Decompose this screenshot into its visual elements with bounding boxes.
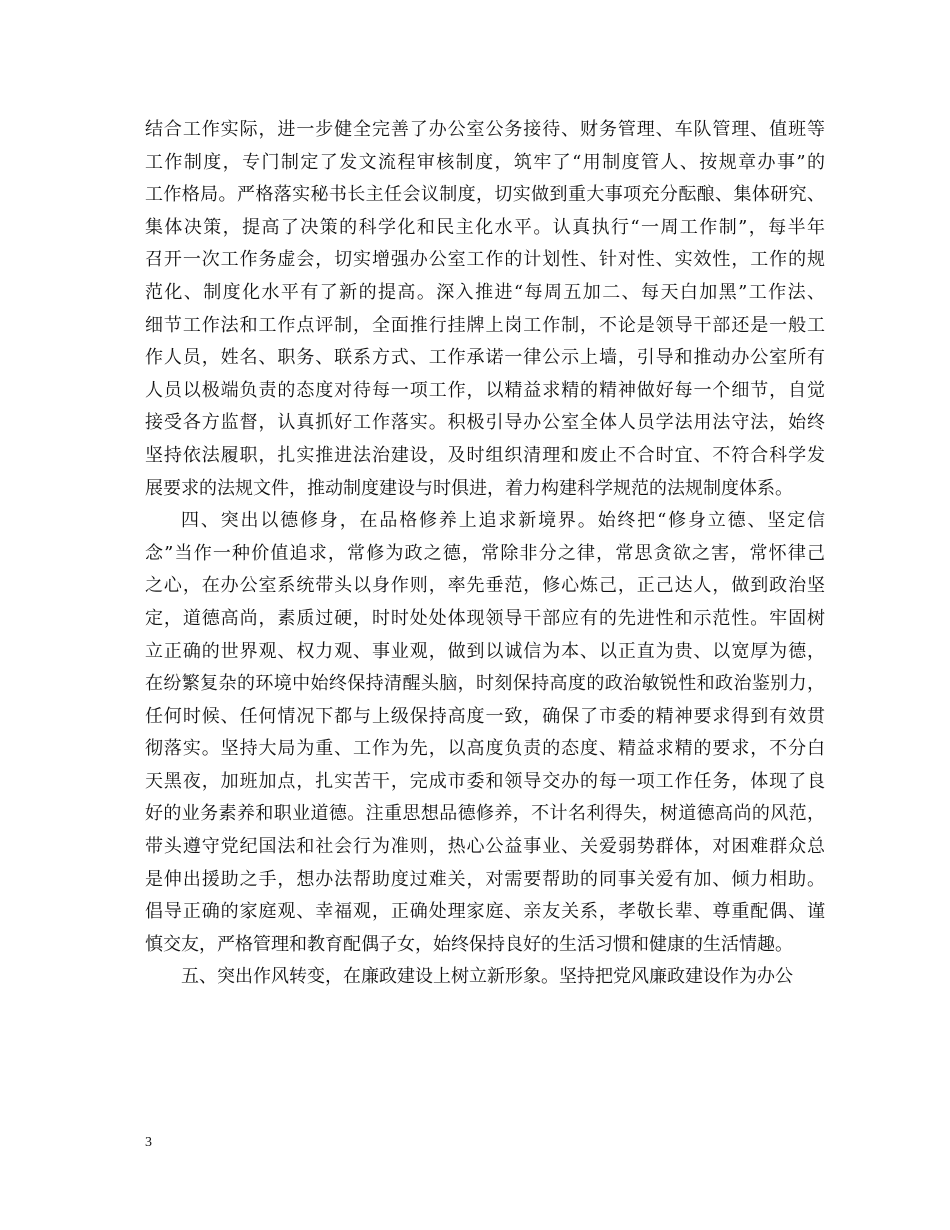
text-line: 念”当作一种价值追求，常修为政之德，常除非分之律，常思贪欲之害，常怀律己 xyxy=(145,542,825,564)
text-line: 细节工作法和工作点评制，全面推行挂牌上岗工作制，不论是领导干部还是一般工 xyxy=(145,314,825,336)
text-line: 定，道德高尚，素质过硬，时时处处体现领导干部应有的先进性和示范性。牢固树 xyxy=(145,607,825,629)
section-four-first-line: 四、突出以德修身，在品格修养上追求新境界。始终把“修身立德、坚定信 xyxy=(181,510,825,532)
text-line: 立正确的世界观、权力观、事业观，做到以诚信为本、以正直为贵、以宽厚为德， xyxy=(145,640,825,662)
text-line: 接受各方监督，认真抓好工作落实。积极引导办公室全体人员学法用法守法，始终 xyxy=(145,412,825,434)
text-line: 任何时候、任何情况下都与上级保持高度一致，确保了市委的精神要求得到有效贯 xyxy=(145,705,825,727)
page-number: 3 xyxy=(145,1135,152,1150)
text-line: 结合工作实际，进一步健全完善了办公室公务接待、财务管理、车队管理、值班等 xyxy=(145,119,825,140)
text-line: 在纷繁复杂的环境中始终保持清醒头脑，时刻保持高度的政治敏锐性和政治鉴别力， xyxy=(145,673,825,695)
text-line: 倡导正确的家庭观、幸福观，正确处理家庭、亲友关系，孝敬长辈、尊重配偶、谨 xyxy=(145,901,825,923)
text-line: 工作制度，专门制定了发文流程审核制度，筑牢了“用制度管人、按规章办事”的 xyxy=(145,151,825,173)
text-line: 范化、制度化水平有了新的提高。深入推进“每周五加二、每天白加黑”工作法、 xyxy=(145,281,825,303)
text-line: 好的业务素养和职业道德。注重思想品德修养，不计名利得失，树道德高尚的风范， xyxy=(145,803,825,825)
text-line: 坚持依法履职，扎实推进法治建设，及时组织清理和废止不合时宜、不符合科学发 xyxy=(145,444,825,466)
body-text xyxy=(145,114,825,994)
text-line: 彻落实。坚持大局为重、工作为先，以高度负责的态度、精益求精的要求，不分白 xyxy=(145,738,825,760)
text-line: 是伸出援助之手，想办法帮助度过难关，对需要帮助的同事关爱有加、倾力相助。 xyxy=(145,868,825,890)
section-five-first-line: 五、突出作风转变，在廉政建设上树立新形象。坚持把党风廉政建设作为办公 xyxy=(181,966,793,988)
text-line: 慎交友，严格管理和教育配偶子女，始终保持良好的生活习惯和健康的生活情趣。 xyxy=(145,933,793,955)
text-line: 天黑夜，加班加点，扎实苦干，完成市委和领导交办的每一项工作任务，体现了良 xyxy=(145,770,825,792)
text-line: 召开一次工作务虚会，切实增强办公室工作的计划性、针对性、实效性，工作的规 xyxy=(145,249,825,271)
text-line: 作人员，姓名、职务、联系方式、工作承诺一律公示上墙，引导和推动办公室所有 xyxy=(145,347,825,369)
text-line: 之心，在办公室系统带头以身作则，率先垂范，修心炼己，正己达人，做到政治坚 xyxy=(145,575,825,597)
text-line: 展要求的法规文件，推动制度建设与时俱进，着力构建科学规范的法规制度体系。 xyxy=(145,477,793,499)
text-line: 人员以极端负责的态度对待每一项工作，以精益求精的精神做好每一个细节，自觉 xyxy=(145,379,825,401)
text-line: 集体决策，提高了决策的科学化和民主化水平。认真执行“一周工作制”，每半年 xyxy=(145,216,825,238)
text-line: 工作格局。严格落实秘书长主任会议制度，切实做到重大事项充分酝酿、集体研究、 xyxy=(145,184,825,206)
text-line: 带头遵守党纪国法和社会行为准则，热心公益事业、关爱弱势群体，对困难群众总 xyxy=(145,836,825,858)
